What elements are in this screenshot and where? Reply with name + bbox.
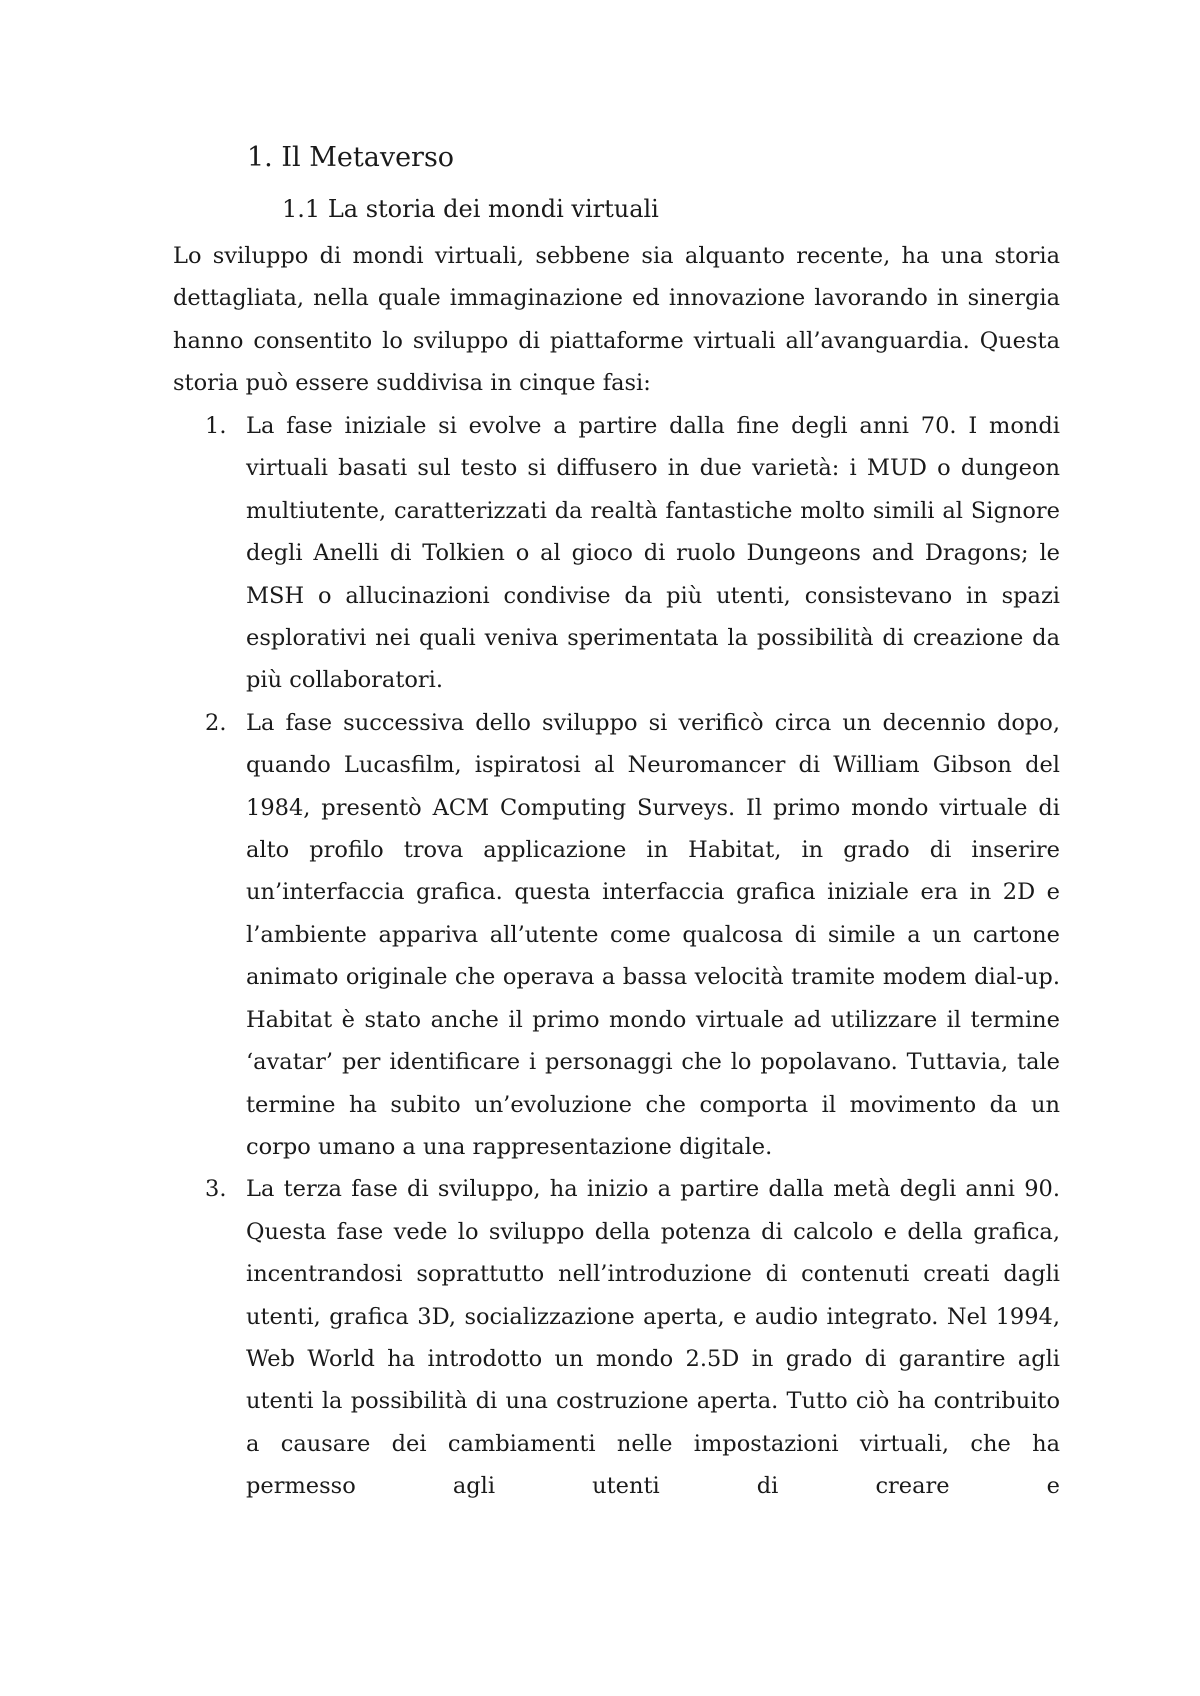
list-item bbox=[0, 1168, 1200, 1507]
list-item-text: La terza fase di sviluppo, ha inizio a partire dalla metà degli anni 90. Questa fase vede lo sviluppo della potenza di calcolo e della grafica, incentrandosi soprattutto nell’introduzione di contenuti creati dagli utenti, grafica 3D, socializzazione aperta, e audio integrato. Nel 1994, Web World ha introdotto un mondo 2.5D in grado di garantire agli utenti la possibilità di una costruzione aperta. Tutto ciò ha contribuito a causare dei cambiamenti nelle impostazioni virtuali, che ha permesso agli utenti di creare e bbox=[246, 1176, 1060, 1500]
list-item bbox=[0, 405, 1200, 702]
list-item-text: La fase successiva dello sviluppo si verificò circa un decennio dopo, quando Lucasfilm, ispiratosi al Neuromancer di William Gibson del 1984, presentò ACM Computing Surveys. Il primo mondo virtuale di alto profilo trova applicazione in Habitat, in grado di inserire un’interfaccia grafica. questa interfaccia grafica iniziale era in 2D e l’ambiente appariva all’utente come qualcosa di simile a un cartone animato originale che operava a bassa velocità tramite modem dial-up. Habitat è stato anche il primo mondo virtuale ad utilizzare il termine ‘avatar’ per identificare i personaggi che lo popolavano. Tuttavia, tale termine ha subito un’evoluzione che comporta il movimento da un corpo umano a una rappresentazione digitale. bbox=[246, 709, 1060, 1160]
list-item-number: 2. bbox=[205, 709, 227, 736]
phases-list bbox=[0, 405, 1200, 1508]
section-number: 1. bbox=[247, 142, 273, 173]
list-item-text: La fase iniziale si evolve a partire dalla fine degli anni 70. I mondi virtuali basati sul testo si diffusero in due varietà: i MUD o dungeon multiutente, caratterizzati da realtà fantastiche molto simili al Signore degli Anelli di Tolkien o al gioco di ruolo Dungeons and Dragons; le MSH o allucinazioni condivise da più utenti, consistevano in spazi esplorativi nei quali veniva sperimentata la possibilità di creazione da più collaboratori. bbox=[246, 413, 1060, 694]
list-item-number: 1. bbox=[205, 413, 227, 439]
subsection-title: La storia dei mondi virtuali bbox=[327, 195, 659, 223]
list-item-number: 3. bbox=[205, 1176, 227, 1203]
section-title: Il Metaverso bbox=[281, 142, 455, 173]
subsection-number: 1.1 bbox=[282, 195, 321, 223]
subsection-heading bbox=[282, 192, 659, 226]
intro-paragraph: Lo sviluppo di mondi virtuali, sebbene sia alquanto recente, ha una storia dettagliata, nella quale immaginazione ed innovazione lavorando in sinergia hanno consentito lo sviluppo di piattaforme virtuali all’avanguardia. Questa storia può essere suddivisa in cinque fasi: bbox=[173, 243, 1060, 397]
list-item bbox=[0, 702, 1200, 1168]
section-heading bbox=[247, 140, 454, 176]
